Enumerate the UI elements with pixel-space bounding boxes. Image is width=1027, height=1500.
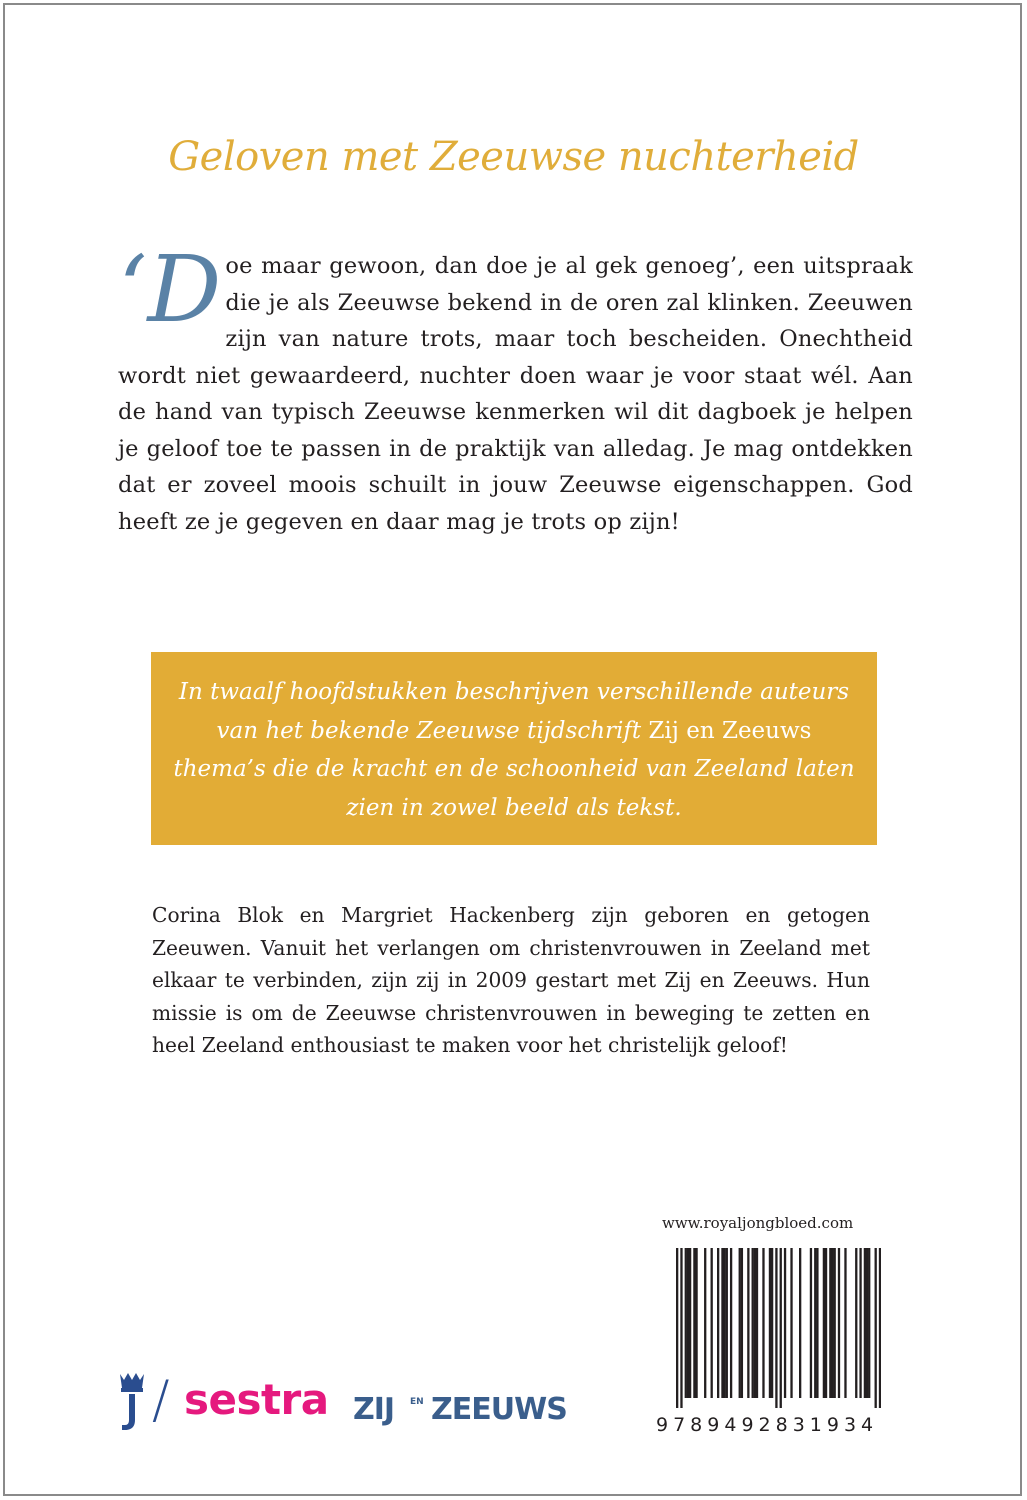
sestra-logo [106,1370,329,1440]
barcode-bar [687,1248,689,1398]
crown-icon [114,1370,150,1434]
barcode-bar [711,1248,713,1398]
barcode-bar [771,1248,773,1398]
sestra-wordmark: sestra [184,1375,329,1424]
barcode-bar [739,1248,741,1398]
publisher-website: www.royaljongbloed.com [662,1214,854,1232]
barcode-bar [838,1248,840,1398]
barcode-bar [721,1248,723,1398]
barcode-bar [726,1248,728,1398]
barcode-bar [814,1248,816,1398]
zz-logo-en: EN [410,1397,424,1407]
barcode-bar [769,1248,771,1398]
barcode-bar [844,1248,846,1398]
barcode-bar [875,1248,877,1408]
barcode-bar [730,1248,732,1398]
barcode-bar [829,1248,831,1398]
page-title: Geloven met Zeeuwse nuchterheid [168,134,859,180]
barcode-bar [752,1248,754,1398]
highlight-box [151,652,877,845]
barcode-bar [676,1248,678,1408]
drop-cap-letter: D [147,236,222,343]
barcode-bar [784,1248,786,1398]
barcode-bar [680,1248,682,1408]
barcode-bar [879,1248,881,1408]
barcode-bar [823,1248,825,1398]
barcode-bar [831,1248,833,1398]
barcode-bar [868,1248,870,1398]
barcode-bar [762,1248,764,1398]
highlight-magazine-name: Zij en Zeeuws [648,717,812,744]
drop-cap [118,236,225,343]
barcode-bar [834,1248,836,1398]
highlight-text-part2: thema’s die de kracht en de schoonheid van Zeeland laten zien in zowel beeld als tekst. [173,756,855,821]
zij-en-zeeuws-logo [353,1390,567,1434]
barcode-bar [704,1248,706,1398]
barcode-bar [695,1248,697,1398]
isbn-barcode [676,1248,881,1408]
barcode-bar [756,1248,758,1398]
barcode-bar [693,1248,695,1398]
zz-logo-zeeuws: ZEEUWS [431,1392,567,1427]
zz-logo-zij: ZIJ [353,1392,395,1427]
barcode-bar [723,1248,725,1398]
authors-paragraph: Corina Blok en Margriet Hackenberg zijn geboren en getogen Zeeuwen. Vanuit het verlangen om christenvrouwen in Zeeland met elkaar te verbinden, zijn zij in 2009 gestart met Zij en Zeeuws. Hun missie is om de Zeeuwse christenvrouwen in beweging te zetten en heel Zeeland enthousiast te maken voor het christelijk geloof! [152,903,870,1057]
barcode-bar [825,1248,827,1398]
barcode-bar [816,1248,818,1398]
barcode-bar [747,1248,749,1398]
barcode-bar [866,1248,868,1398]
barcode-bar [855,1248,857,1398]
barcode-bar [780,1248,782,1408]
highlight-text-part1: In twaalf hoofdstukken beschrijven verschillende auteurs van het bekende Zeeuwse tijdschrift [178,679,850,744]
barcode-bar [689,1248,691,1398]
barcode-bar [864,1248,866,1398]
intro-paragraph [118,236,913,540]
barcode-bar [859,1248,861,1398]
sestra-slash: / [152,1370,170,1430]
barcode-bar [717,1248,719,1398]
barcode-bar [754,1248,756,1398]
barcode-bar [790,1248,792,1398]
isbn-number: 9789492831934 [656,1414,879,1436]
barcode-bar [685,1248,687,1398]
barcode-bar [775,1248,777,1408]
intro-text: oe maar gewoon, dan doe je al gek genoeg’, een uitspraak die je als Zeeuwse bekend in de oren zal klinken. Zeeuwen zijn van nature trots, maar toch bescheiden. Onechtheid wordt niet gewaardeerd, nuchter doen waar je voor staat wél. Aan de hand van typisch Zeeuwse kenmerken wil dit dagboek je helpen je geloof toe te passen in de praktijk van alledag. Je mag ontdekken dat er zoveel moois schuilt in jouw Zeeuwse eigenschappen. God heeft ze je gegeven en daar mag je trots op zijn! [118,253,913,535]
barcode-bar [799,1248,801,1398]
barcode-bar [810,1248,812,1398]
barcode-bar [741,1248,743,1398]
open-quote: ‘ [118,236,148,343]
